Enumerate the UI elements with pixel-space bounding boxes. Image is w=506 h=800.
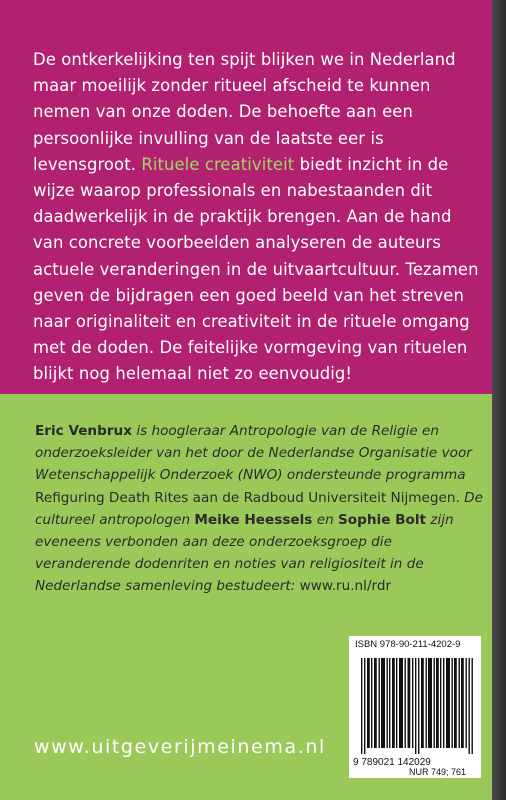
bio-text-3: zijn eveneens verbonden aan deze onderzoeksgroep die veranderende dodenriten en noties van religiositeit in de Nederlandse samenleving bestudeert: xyxy=(35,511,454,595)
bio-text-2: De cultureel antropologen xyxy=(35,489,483,528)
author-name-1: Eric Venbrux xyxy=(35,423,132,439)
author-name-3: Sophie Bolt xyxy=(338,511,427,528)
nur-code: NUR 749; 761 xyxy=(409,767,467,777)
publisher-website: www.uitgeverijmeinema.nl xyxy=(34,736,326,758)
barcode-digits: 9 789021 142029 xyxy=(353,757,431,768)
program-name: Refiguring Death Rites aan de Radboud Universiteit Nijmegen. xyxy=(35,489,460,506)
author-bio xyxy=(35,420,485,598)
blurb-text xyxy=(33,47,481,388)
book-title-highlight: Rituele creativiteit xyxy=(141,154,295,174)
book-edge xyxy=(492,0,506,800)
research-url: www.ru.nl/rdr xyxy=(299,578,392,595)
blurb-part-1: De ontkerkelijking ten spijt blijken we in Nederland maar moeilijk zonder ritueel afscheid te kunnen nemen van onze doden. De behoefte aan een persoonlijke invulling van de laatste eer is levensgroot. xyxy=(33,50,456,174)
bio-and: en xyxy=(312,511,339,528)
isbn-number: ISBN 978-90-211-4202-9 xyxy=(355,639,461,650)
barcode-icon xyxy=(359,658,475,754)
bio-text-1: is hoogleraar Antropologie van de Religie en onderzoeksleider van het door de Nederlandse Organisatie voor Wetenschappelijk Onderzoek (NWO) ondersteunde programma xyxy=(35,423,472,484)
barcode-label xyxy=(349,636,481,778)
author-name-2: Meike Heessels xyxy=(194,511,313,528)
blurb-part-2: biedt inzicht in de wijze waarop professionals en nabestaanden dit daadwerkelijk in de praktijk brengen. Aan de hand van concrete voorbeelden analyseren de auteurs actuele veranderingen in de uitvaartcultuur. Tezamen geven de bijdragen een goed beeld van het streven naar originaliteit en creativiteit in de rituele omgang met de doden. De feitelijke vormgeving van rituelen blijkt nog helemaal niet zo eenvoudig! xyxy=(33,154,479,384)
